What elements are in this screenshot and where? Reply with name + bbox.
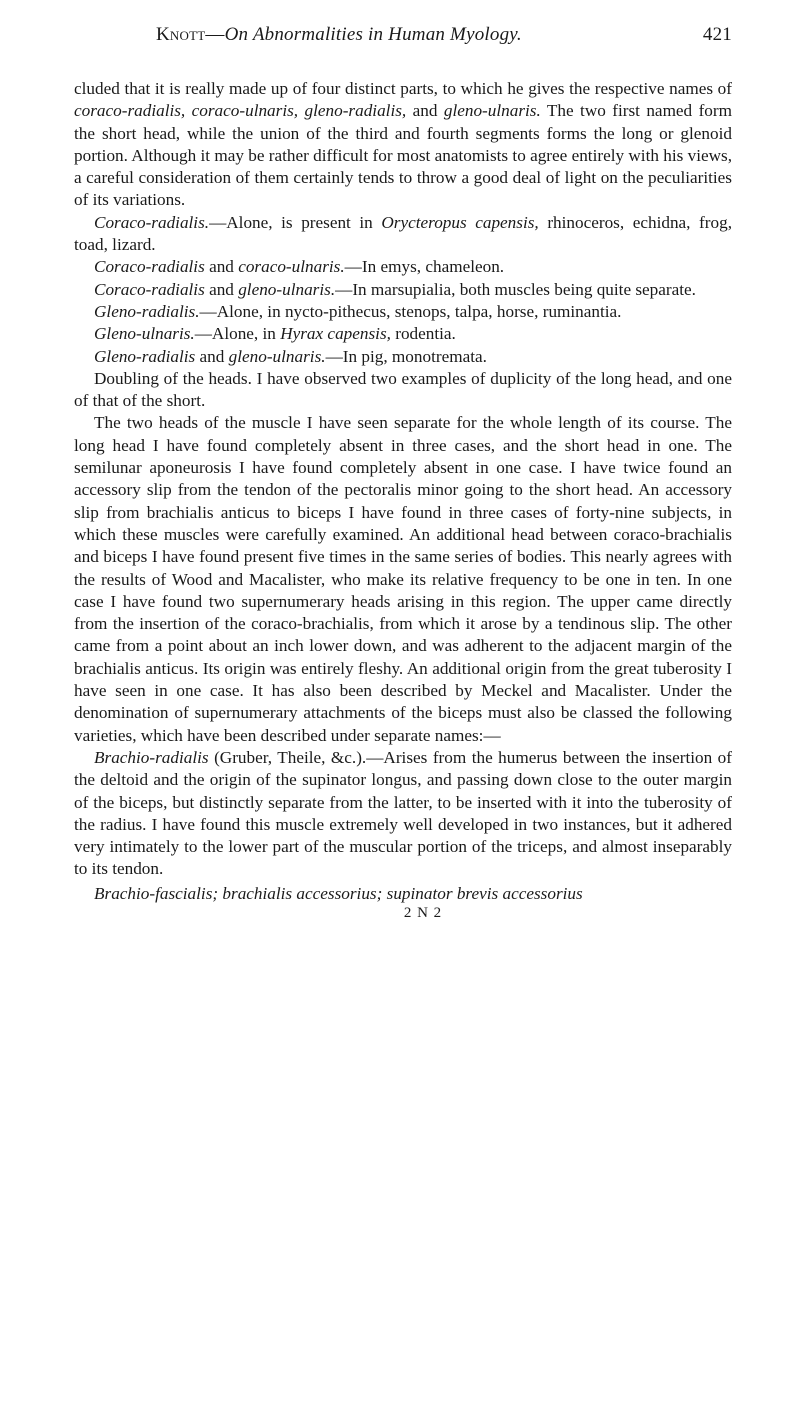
running-title: [156, 24, 522, 46]
italic-term: Coraco-radialis.: [94, 212, 210, 232]
text-run: —Alone, in: [194, 324, 281, 344]
paragraph: [74, 256, 732, 278]
text-run: (Gruber, Theile, &c.).—Arises from the humerus between the insertion of the deltoid and the origin of the supinator longus, and passing down close to the outer margin of the biceps, but distinctly separate from the latter, to be inserted with it into the tuberosity of the radius. I have found this muscle extremely well developed in two instances, but it adhered very intimately to the lower part of the muscular portion of the triceps, and almost inseparably to its tendon.: [74, 747, 732, 879]
text-run: and: [406, 101, 444, 121]
text-run: and: [204, 279, 239, 299]
signature-mark: 2 N 2: [403, 904, 443, 921]
text-run: cluded that it is really made up of four distinct parts, to which he gives the respective names of: [74, 79, 732, 98]
italic-term: Coraco-radialis: [94, 257, 205, 277]
italic-term: coraco-ulnaris.: [238, 257, 345, 277]
page-number: 421: [702, 24, 732, 45]
italic-term: gleno-ulnaris.: [228, 346, 326, 366]
text-run: rhinoceros, echidna, frog, toad, lizard.: [74, 212, 732, 255]
italic-term: Gleno-radialis: [94, 346, 196, 366]
paragraph: [74, 346, 732, 368]
italic-term: gleno-ulnaris.: [443, 101, 541, 121]
title-dash: —: [205, 24, 225, 45]
italic-term: Coraco-radialis: [94, 279, 205, 299]
text-run: —Alone, in nycto-pithecus, stenops, talpa, horse, ruminantia.: [199, 301, 622, 321]
italic-term: Gleno-ulnaris.: [94, 324, 195, 344]
text-run: and: [195, 346, 229, 366]
italic-term: Hyrax capensis,: [280, 324, 391, 344]
text-run: —In emys, chameleon.: [344, 257, 505, 277]
paragraph: [74, 279, 732, 301]
paragraph: [74, 323, 732, 345]
paragraph: [74, 78, 732, 212]
italic-term: Gleno-radialis.: [94, 301, 200, 321]
text-run: The two first named form the short head, while the union of the third and fourth segments forms the long or glenoid portion. Although it may be rather difficult for most anatomists to agree entirely with his views, a careful consideration of them certainly tends to throw a good deal of light on the peculiarities of its variations.: [74, 101, 732, 210]
italic-term: gleno-ulnaris.: [238, 279, 336, 299]
closing-line: Brachio-fascialis; brachialis accessorius; supinator brevis accessorius: [94, 883, 583, 903]
paragraph: [74, 412, 732, 746]
italic-term: Orycteropus capensis,: [381, 212, 539, 232]
text-run: rodentia.: [390, 324, 456, 344]
paragraph: [74, 301, 732, 323]
text-run: —Alone, is present in: [209, 212, 382, 232]
body-text: [74, 78, 732, 881]
paragraph: [74, 368, 732, 413]
text-run: and: [204, 257, 239, 277]
text-run: The two heads of the muscle I have seen separate for the whole length of its course. The long head I have found completely absent in three cases, and the short head in one. The semilunar aponeurosis I have found completely absent in one case. I have twice found an accessory slip from the tendon of the pectoralis minor going to the short head. An accessory slip from brachialis anticus to biceps I have found in three cases of forty-nine subjects, in which these muscles were carefully examined. An additional head between coraco-brachialis and biceps I have found present five times in the same series of bodies. This nearly agrees with the results of Wood and Macalister, who make its relative frequency to be one in ten. In one case I have found two supernumerary heads arising in this region. The upper came directly from the insertion of the coraco-brachialis, from which it arose by a tendinous slip. The other came from a point about an inch lower down, and was adherent to the adjacent margin of the brachialis anticus. Its origin was entirely fleshy. An additional origin from the great tuberosity I have seen in one case. It has also been described by Meckel and Macalister. Under the denomination of supernumerary attachments of the biceps must also be classed the following varieties, which have been described under separate names:—: [74, 413, 732, 745]
text-run: —In pig, monotremata.: [325, 346, 487, 366]
author-name: Knott: [156, 24, 206, 45]
paragraph: [74, 212, 732, 257]
running-head: [74, 22, 732, 52]
text-run: —In marsupialia, both muscles being quite separate.: [335, 279, 696, 299]
article-title: On Abnormalities in Human Myology.: [224, 24, 522, 45]
text-run: Doubling of the heads. I have observed two examples of duplicity of the long head, and one of that of the short.: [74, 368, 732, 411]
italic-term: coraco-radialis, coraco-ulnaris, gleno-radialis,: [74, 101, 407, 121]
italic-term: Brachio-radialis: [94, 747, 209, 767]
paragraph: [74, 747, 732, 881]
